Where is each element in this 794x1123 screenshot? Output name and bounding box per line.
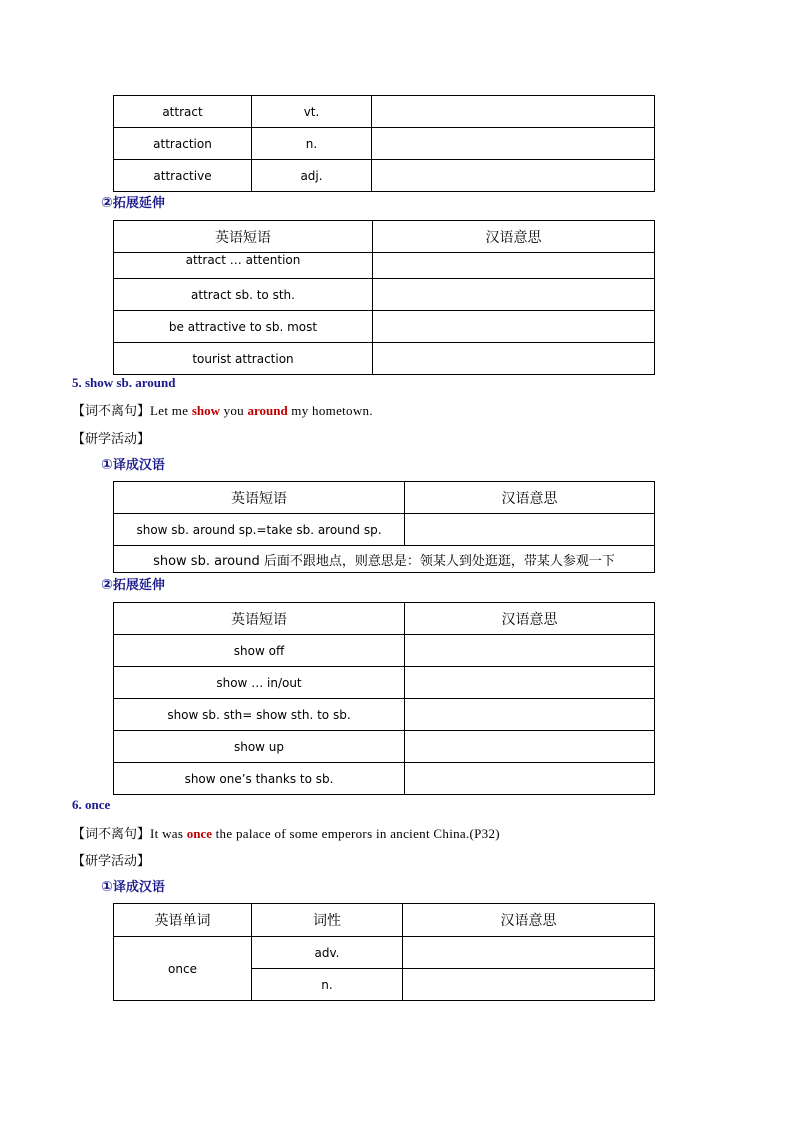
table-row [114,279,655,311]
subheading-label: 译成汉语 [112,458,165,473]
word-forms-table [113,95,655,192]
example-text: you [220,403,248,418]
example-sentence-6 [72,823,500,842]
phrase-cell: show sb. sth= show sth. to sb. [114,699,405,731]
circled-number: ① [101,879,113,895]
meaning-cell[interactable] [405,635,655,667]
table-row [114,635,655,667]
activity-tag-6: 【研学活动】 [72,854,151,869]
circled-number: ② [101,195,113,211]
table-row [114,514,655,546]
header-word: 英语单词 [114,904,252,937]
meaning-cell[interactable] [373,253,655,279]
section-5-title: 5. show sb. around [72,375,176,390]
meaning-cell[interactable] [405,699,655,731]
header-meaning: 汉语意思 [405,603,655,635]
keyword-around: around [247,403,288,418]
example-text: Let me [150,403,192,418]
word-cell: once [114,937,252,1001]
phrase-table-show-around [113,481,655,573]
table-row [114,937,655,969]
table-row [114,96,655,128]
subheading-extension [101,192,165,211]
table-header-row [114,482,655,514]
circled-number: ② [101,577,113,593]
table-row [114,763,655,795]
table-row [114,546,655,573]
table-row [114,253,655,279]
word-cell: attraction [114,128,252,160]
phrase-cell: show sb. around sp.=take sb. around sp. [114,514,405,546]
subheading-label: 译成汉语 [112,880,165,895]
meaning-cell[interactable] [373,311,655,343]
subheading-label: 拓展延伸 [112,196,165,211]
word-cell: attract [114,96,252,128]
header-meaning: 汉语意思 [403,904,655,937]
keyword-once: once [186,826,213,841]
phrase-table-show [113,602,655,795]
header-pos: 词性 [252,904,403,937]
phrase-table-attract [113,220,655,375]
phrase-cell: show one’s thanks to sb. [114,763,405,795]
meaning-cell[interactable] [372,96,655,128]
subheading-translate [101,876,165,895]
table-row [114,343,655,375]
table-header-row [114,221,655,253]
pos-cell: adj. [252,160,372,192]
phrase-cell: attract … attention [114,253,373,279]
pos-cell: vt. [252,96,372,128]
table-row [114,699,655,731]
word-table-once [113,903,655,1001]
pos-cell: n. [252,969,403,1001]
header-phrase: 英语短语 [114,482,405,514]
subheading-extension [101,574,165,593]
example-text: the palace of some emperors in ancient China.(P32) [212,826,500,841]
table-header-row [114,904,655,937]
meaning-cell[interactable] [405,667,655,699]
meaning-cell[interactable] [403,937,655,969]
activity-tag-5: 【研学活动】 [72,432,151,447]
meaning-cell[interactable] [405,514,655,546]
phrase-cell: show up [114,731,405,763]
section-6-title: 6. once [72,797,111,812]
meaning-cell[interactable] [403,969,655,1001]
phrase-cell: be attractive to sb. most [114,311,373,343]
phrase-cell: tourist attraction [114,343,373,375]
header-phrase: 英语短语 [114,603,405,635]
phrase-cell: show … in/out [114,667,405,699]
example-tag: 【词不离句】 [72,827,151,842]
example-text: It was [150,826,187,841]
meaning-cell[interactable] [373,343,655,375]
header-meaning: 汉语意思 [405,482,655,514]
meaning-cell[interactable] [372,160,655,192]
meaning-cell[interactable] [372,128,655,160]
circled-number: ① [101,457,113,473]
keyword-show: show [191,403,221,418]
table-row [114,731,655,763]
header-meaning: 汉语意思 [373,221,655,253]
example-tag: 【词不离句】 [72,404,151,419]
meaning-cell[interactable] [405,763,655,795]
example-sentence-5 [72,400,373,419]
word-cell: attractive [114,160,252,192]
table-row [114,128,655,160]
header-phrase: 英语短语 [114,221,373,253]
subheading-label: 拓展延伸 [112,578,165,593]
pos-cell: n. [252,128,372,160]
phrase-cell: attract sb. to sth. [114,279,373,311]
table-row [114,311,655,343]
meaning-cell[interactable] [405,731,655,763]
subheading-translate [101,454,165,473]
example-text: my hometown. [287,403,373,418]
table-header-row [114,603,655,635]
meaning-cell[interactable] [373,279,655,311]
pos-cell: adv. [252,937,403,969]
phrase-cell: show off [114,635,405,667]
note-cell: show sb. around 后面不跟地点，则意思是：领某人到处逛逛，带某人参观一下 [114,546,655,573]
table-row [114,160,655,192]
table-row [114,667,655,699]
